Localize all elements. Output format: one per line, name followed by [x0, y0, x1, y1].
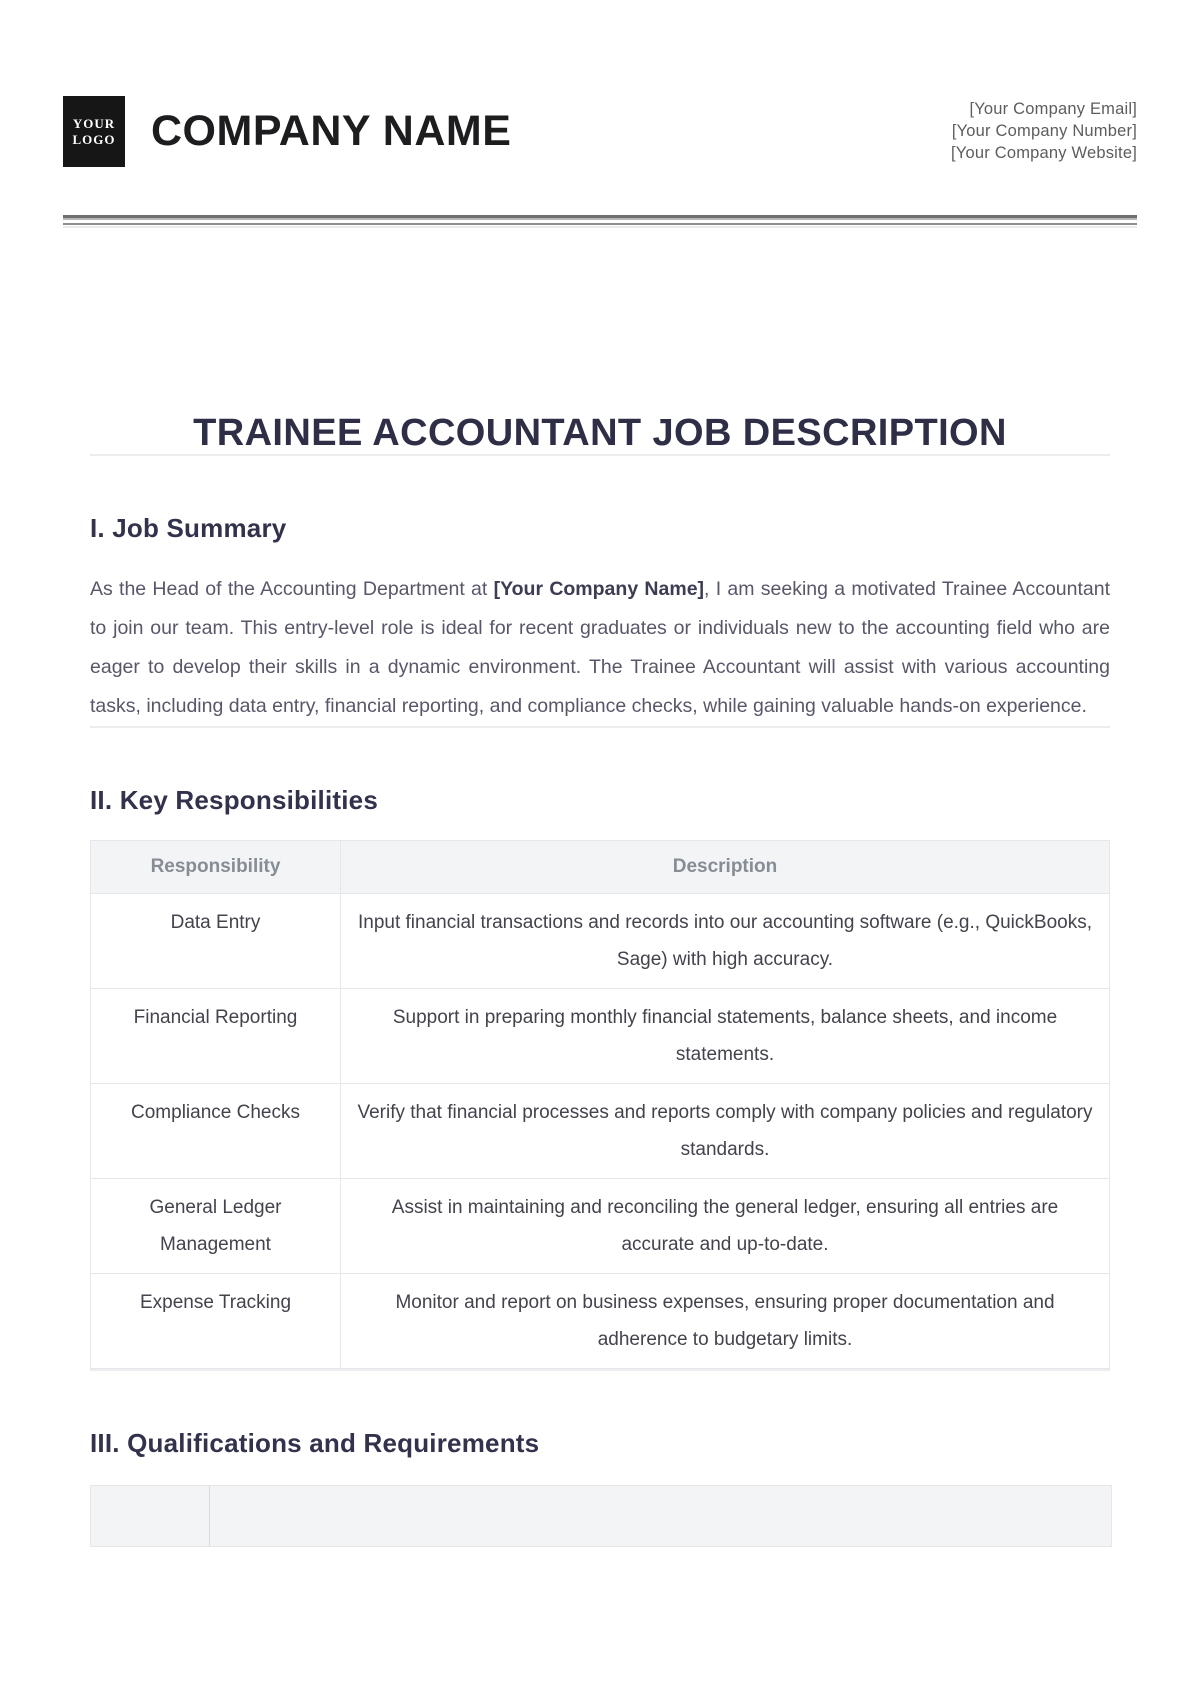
job-summary-heading: I. Job Summary	[90, 513, 287, 543]
qualifications-table-col2	[210, 1486, 1111, 1546]
section-key-responsibilities	[0, 784, 1200, 1369]
contact-website-placeholder: [Your Company Website]	[951, 144, 1137, 162]
qualifications-table-header-cropped	[90, 1485, 1112, 1547]
document-masthead	[0, 0, 1200, 167]
cell-description: Monitor and report on business expenses, ensuring proper documentation and adherence to budgetary limits.	[341, 1274, 1110, 1369]
contact-info	[951, 96, 1137, 164]
contact-number-placeholder: [Your Company Number]	[951, 122, 1137, 140]
section-divider	[90, 726, 1110, 728]
masthead-double-rule	[63, 215, 1137, 228]
cell-description: Verify that financial processes and reports comply with company policies and regulatory standards.	[341, 1084, 1110, 1179]
cell-responsibility: Data Entry	[91, 894, 341, 989]
company-name-placeholder: [Your Company Name]	[493, 578, 705, 600]
cell-description: Assist in maintaining and reconciling the general ledger, ensuring all entries are accurate and up-to-date.	[341, 1179, 1110, 1274]
cell-responsibility: Expense Tracking	[91, 1274, 341, 1369]
table-row	[91, 1179, 1110, 1274]
cell-description: Support in preparing monthly financial statements, balance sheets, and income statements.	[341, 989, 1110, 1084]
section-divider	[90, 454, 1110, 456]
cell-responsibility: Compliance Checks	[91, 1084, 341, 1179]
logo-text-line1: YOUR	[72, 115, 116, 131]
table-row	[91, 1274, 1110, 1369]
document-title: TRAINEE ACCOUNTANT JOB DESCRIPTION	[193, 412, 1007, 454]
cell-responsibility: Financial Reporting	[91, 989, 341, 1084]
cell-description: Input financial transactions and records into our accounting software (e.g., QuickBooks, Sage) with high accuracy.	[341, 894, 1110, 989]
table-row	[91, 1084, 1110, 1179]
column-header-description: Description	[341, 841, 1110, 894]
company-name: COMPANY NAME	[151, 107, 512, 155]
qualifications-table-col1	[91, 1486, 210, 1546]
company-logo	[63, 96, 125, 167]
key-responsibilities-heading: II. Key Responsibilities	[90, 785, 378, 815]
job-summary-paragraph	[90, 570, 1110, 726]
column-header-responsibility: Responsibility	[91, 841, 341, 894]
contact-email-placeholder: [Your Company Email]	[969, 100, 1137, 118]
qualifications-heading: III. Qualifications and Requirements	[90, 1428, 540, 1458]
table-row	[91, 989, 1110, 1084]
section-divider	[90, 1369, 1110, 1371]
section-job-summary	[0, 512, 1200, 726]
logo-text-line2: LOGO	[72, 131, 116, 147]
summary-prefix: As the Head of the Accounting Department at	[90, 578, 494, 600]
table-header-row	[91, 841, 1110, 894]
summary-suffix: , I am seeking a motivated Trainee Accountant to join our team. This entry-level role is ideal for recent graduates or individuals new to the accounting field who are eager to develop their skills in a dynamic environment. The Trainee Accountant will assist with various accounting tasks, including data entry, financial reporting, and compliance checks, while gaining valuable hands-on experience.	[90, 578, 1111, 717]
responsibilities-table	[90, 840, 1110, 1369]
table-row	[91, 894, 1110, 989]
brand-block	[63, 96, 511, 167]
section-qualifications	[0, 1427, 1200, 1547]
cell-responsibility: General Ledger Management	[91, 1179, 341, 1274]
